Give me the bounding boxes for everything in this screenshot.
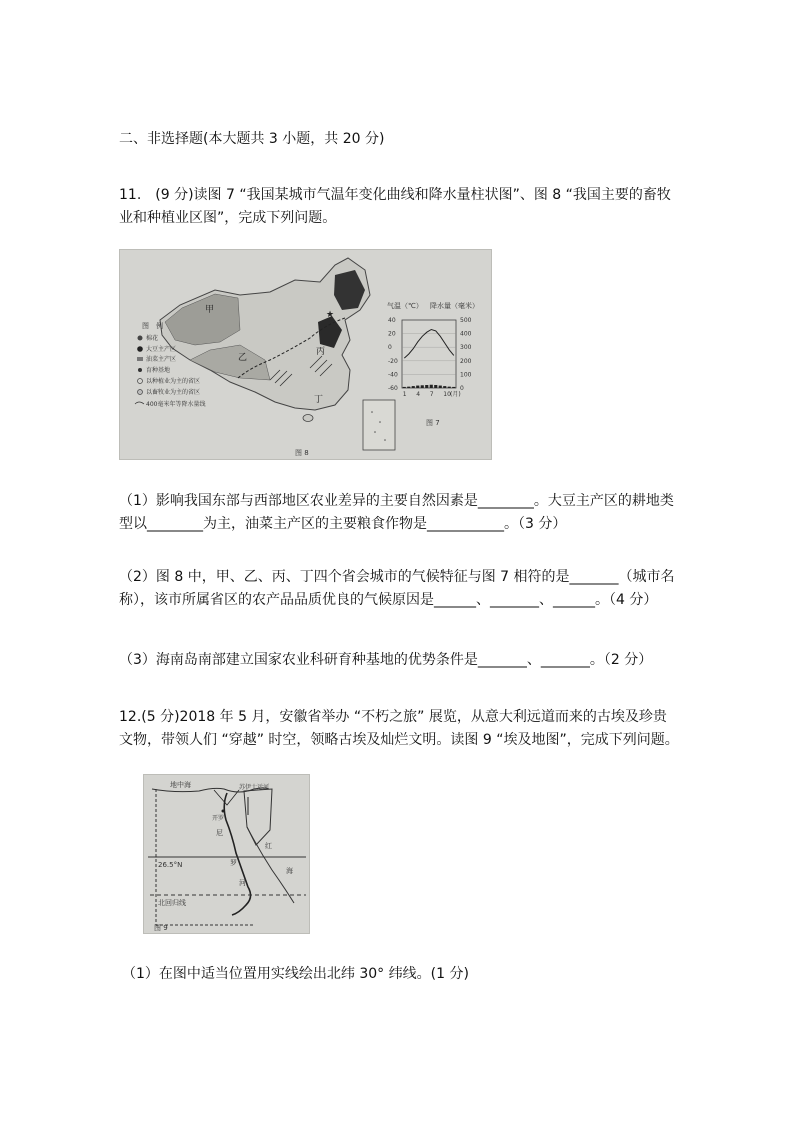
label-nile-2: 罗: [230, 859, 237, 867]
temp-tick-label: 40: [388, 317, 396, 324]
label-cairo: 开罗: [212, 815, 225, 822]
capital-star-icon: ★: [326, 310, 335, 320]
precip-tick-label: 400: [460, 330, 472, 338]
precip-bar: [425, 385, 428, 388]
temp-axis-title: 气温（℃）: [387, 302, 423, 310]
figure-8-china-agriculture-map: [119, 249, 492, 460]
precip-tick-label: 0: [460, 385, 464, 392]
svg-text:图 例: 图 例: [142, 322, 163, 330]
precip-tick-label: 500: [460, 317, 472, 324]
rapeseed-legend-icon: [137, 357, 143, 361]
isohyet-legend-icon: [135, 402, 144, 404]
label-red-1: 红: [265, 842, 272, 850]
south-china-sea-inset: [363, 400, 395, 450]
nile-river: [224, 793, 250, 915]
precip-bar: [434, 385, 437, 388]
breeding-base-legend-icon: [138, 368, 142, 372]
cotton-legend-icon: [138, 336, 143, 341]
precip-bar: [421, 385, 424, 388]
month-tick-label: 7: [429, 391, 434, 398]
label-parallel: 26.5°N: [158, 861, 183, 869]
precip-bar: [412, 386, 415, 388]
precip-bar: [439, 386, 442, 388]
svg-text:以畜牧业为主的省区: 以畜牧业为主的省区: [146, 389, 201, 396]
label-ding: 丁: [314, 395, 324, 405]
soybean-legend-icon: [137, 346, 143, 352]
question-11-part-2: （2）图 8 中，甲、乙、丙、丁四个省会城市的气候特征与图 7 相符的是_______（城市名称），该市所属省区的农产品品质优良的气候原因是______、_______、______。（4 分）: [119, 569, 675, 608]
month-tick-label: (月): [450, 391, 461, 398]
cairo-dot: [222, 810, 225, 813]
question-11-part-1: （1）影响我国东部与西部地区农业差异的主要自然因素是________。大豆主产区的耕地类型以________为主，油菜主产区的主要粮食作物是___________。（3 分）: [119, 493, 674, 532]
month-tick-label: 1: [402, 391, 407, 398]
label-red-2: 海: [286, 867, 293, 875]
question-11-intro: 11. (9 分)读图 7 “我国某城市气温年变化曲线和降水量柱状图”、图 8 “我国主要的畜牧业和种植业区图”，完成下列问题。: [119, 187, 671, 226]
temp-tick-label: -40: [388, 371, 398, 379]
temp-tick-label: 20: [388, 330, 396, 338]
precip-bar: [403, 387, 406, 388]
month-tick-label: 4: [416, 391, 421, 398]
label-jia: 甲: [205, 305, 215, 315]
question-11-part-3: （3）海南岛南部建立国家农业科研育种基地的优势条件是_______、_______。（2 分）: [119, 652, 653, 668]
label-tropic: 北回归线: [158, 899, 186, 907]
question-12-part-1: （1）在图中适当位置用实线绘出北纬 30° 纬线。(1 分): [122, 966, 469, 982]
temp-tick-label: 0: [388, 344, 392, 352]
precip-axis-title: 降水量（毫米）: [430, 302, 479, 310]
precip-bar: [407, 387, 410, 388]
precip-bar: [448, 387, 451, 388]
precip-bar: [443, 386, 446, 388]
figure-9-caption: 图 9: [154, 924, 168, 932]
figure-9-egypt-map: [143, 774, 310, 934]
figure-7-climate-chart: [387, 301, 479, 427]
figure-8-caption: 图 8: [295, 449, 309, 457]
precip-bar: [416, 386, 419, 388]
precip-tick-label: 300: [460, 344, 472, 352]
svg-text:400毫米年等降水量线: 400毫米年等降水量线: [146, 401, 206, 408]
label-nile-3: 河: [239, 879, 246, 887]
section-heading: 二、非选择题(本大题共 3 小题，共 20 分): [119, 131, 385, 147]
svg-text:育种基地: 育种基地: [146, 367, 171, 374]
precip-tick-label: 100: [460, 371, 472, 379]
label-yi: 乙: [238, 353, 248, 363]
label-bing: 丙: [316, 347, 326, 357]
temperature-curve: [404, 330, 454, 359]
red-sea-coast: [247, 827, 294, 903]
month-tick-label: 10: [443, 391, 451, 398]
figure-7-caption: 图 7: [426, 419, 440, 427]
label-suez-canal: 苏伊士运河: [239, 784, 270, 791]
herding-legend-icon: [138, 390, 143, 395]
svg-text:油菜主产区: 油菜主产区: [146, 356, 177, 363]
temp-tick-label: -20: [388, 357, 398, 365]
svg-text:大豆主产区: 大豆主产区: [146, 346, 177, 353]
precip-bar: [430, 385, 433, 388]
precip-tick-label: 200: [460, 357, 472, 365]
svg-text:棉花: 棉花: [146, 335, 159, 342]
question-12-intro: 12.(5 分)2018 年 5 月，安徽省举办 “不朽之旅” 展览，从意大利远道而来的古埃及珍贵文物，带领人们 “穿越” 时空，领略古埃及灿烂文明。读图 9 “埃及地图”，完成下列问题。: [119, 709, 679, 748]
svg-text:以种植业为主的省区: 以种植业为主的省区: [146, 378, 201, 385]
temp-tick-label: -60: [388, 385, 398, 392]
hainan-island: [303, 415, 313, 422]
precip-bar: [452, 387, 455, 388]
label-nile-1: 尼: [216, 829, 223, 837]
label-mediterranean: 地中海: [170, 781, 191, 789]
planting-legend-icon: [138, 379, 143, 384]
